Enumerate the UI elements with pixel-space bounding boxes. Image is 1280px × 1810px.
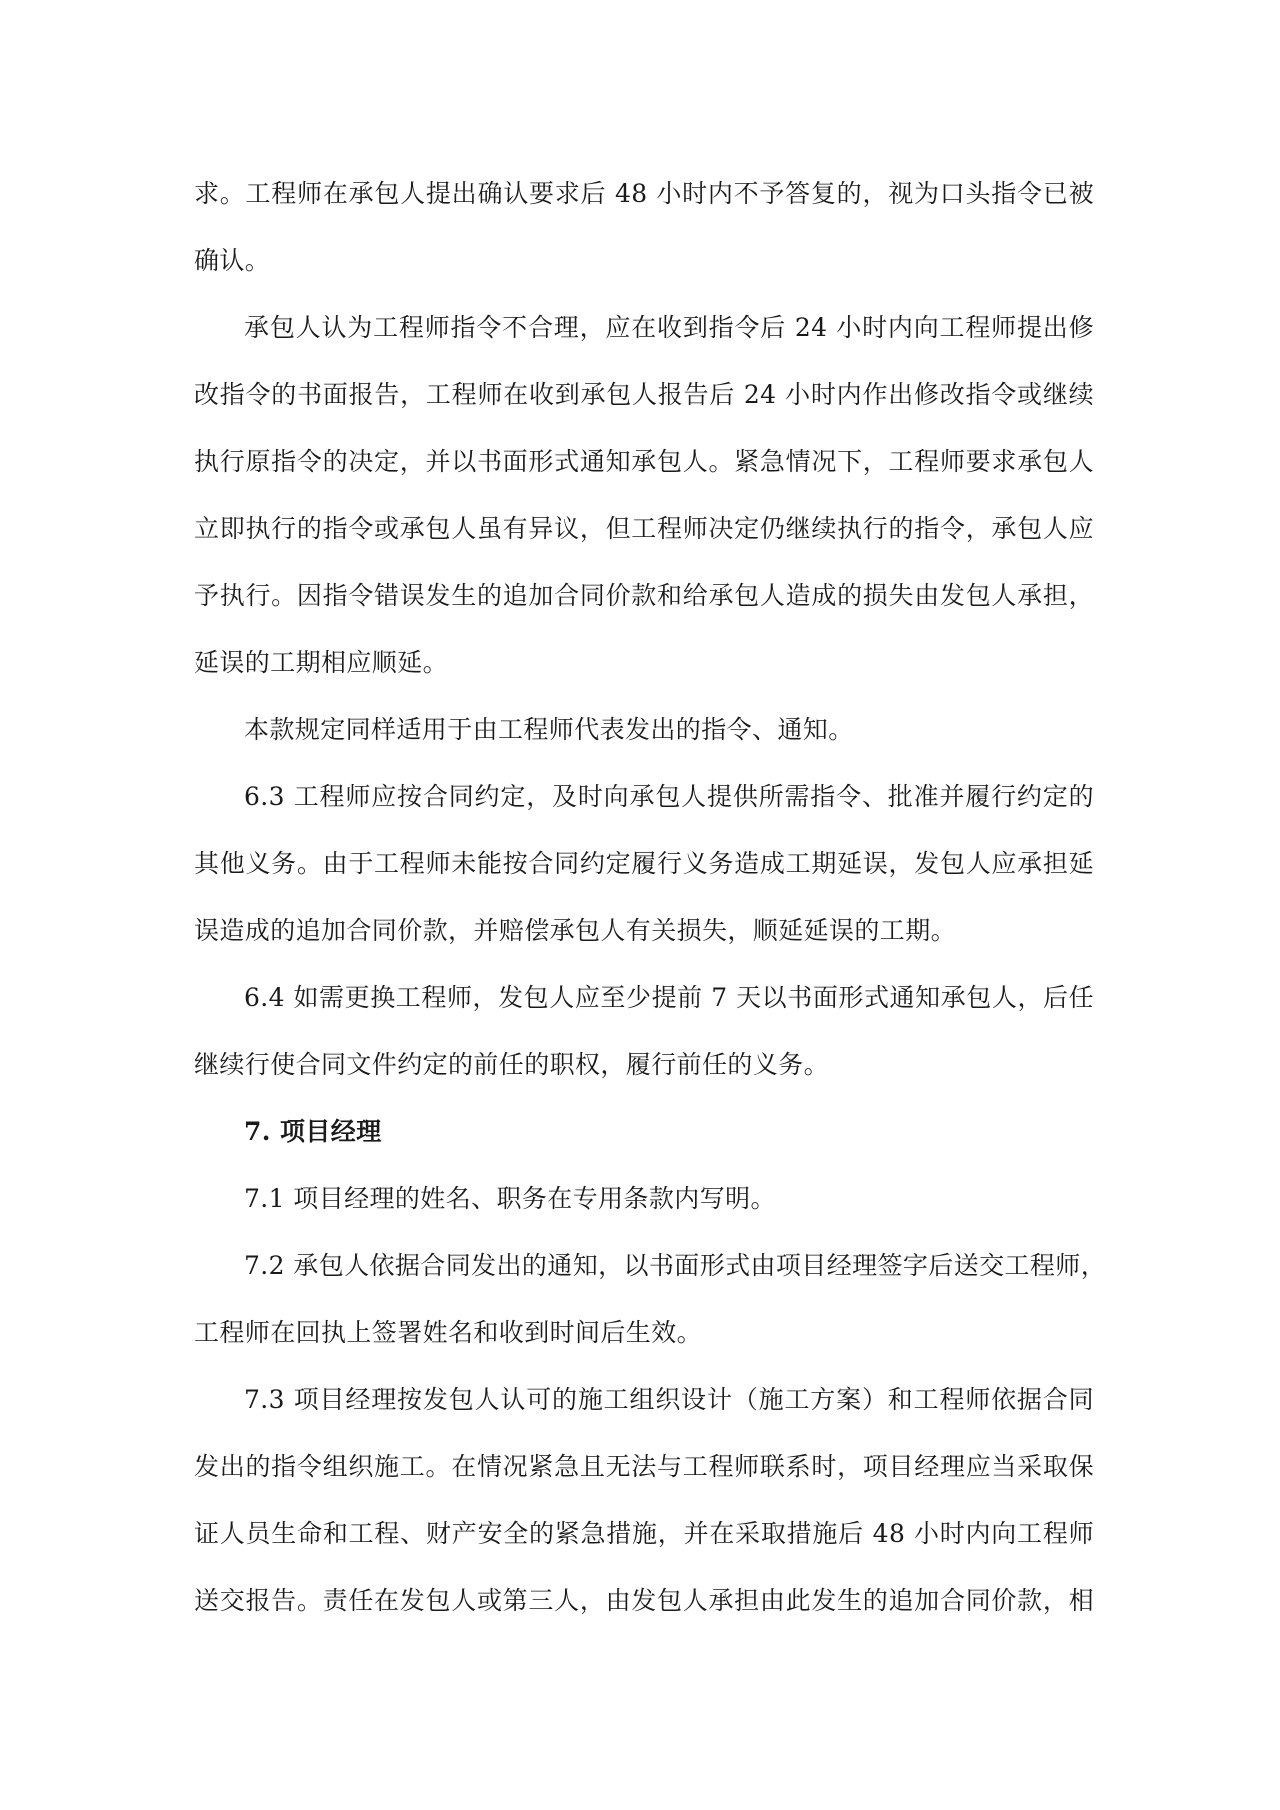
text-line: 确认。 bbox=[194, 246, 271, 275]
clause-6-3 bbox=[194, 763, 1094, 964]
text-line: 其他义务。由于工程师未能按合同约定履行义务造成工期延误，发包人应承担延 bbox=[194, 849, 1094, 878]
text-line: 发出的指令组织施工。在情况紧急且无法与工程师联系时，项目经理应当采取保 bbox=[194, 1452, 1094, 1481]
section-title: 7. 项目经理 bbox=[244, 1117, 382, 1146]
text-line: 7.3 项目经理按发包人认可的施工组织设计（施工方案）和工程师依据合同 bbox=[244, 1385, 1094, 1414]
paragraph-confirmation bbox=[194, 160, 1094, 294]
text-line: 求。工程师在承包人提出确认要求后 48 小时内不予答复的，视为口头指令已被 bbox=[194, 179, 1094, 208]
text-line: 延误的工期相应顺延。 bbox=[194, 648, 449, 677]
text-line: 继续行使合同文件约定的前任的职权，履行前任的义务。 bbox=[194, 1050, 830, 1079]
text-line: 予执行。因指令错误发生的追加合同价款和给承包人造成的损失由发包人承担， bbox=[194, 581, 1094, 610]
paragraph-applicability bbox=[194, 696, 1094, 763]
clause-7-2 bbox=[194, 1232, 1107, 1366]
text-line: 送交报告。责任在发包人或第三人，由发包人承担由此发生的追加合同价款，相 bbox=[194, 1586, 1094, 1615]
text-line: 承包人认为工程师指令不合理，应在收到指令后 24 小时内向工程师提出修 bbox=[244, 313, 1094, 342]
text-line: 7.1 项目经理的姓名、职务在专用条款内写明。 bbox=[244, 1184, 776, 1213]
text-line: 6.4 如需更换工程师，发包人应至少提前 7 天以书面形式通知承包人，后任 bbox=[244, 983, 1094, 1012]
text-line: 工程师在回执上签署姓名和收到时间后生效。 bbox=[194, 1318, 703, 1347]
text-line: 证人员生命和工程、财产安全的紧急措施，并在采取措施后 48 小时内向工程师 bbox=[194, 1519, 1094, 1548]
text-line: 执行原指令的决定，并以书面形式通知承包人。紧急情况下，工程师要求承包人 bbox=[194, 447, 1094, 476]
text-line: 6.3 工程师应按合同约定，及时向承包人提供所需指令、批准并履行约定的 bbox=[244, 782, 1094, 811]
text-line: 本款规定同样适用于由工程师代表发出的指令、通知。 bbox=[244, 715, 854, 744]
text-line: 误造成的追加合同价款，并赔偿承包人有关损失，顺延延误的工期。 bbox=[194, 916, 957, 945]
clause-7-1 bbox=[194, 1165, 1094, 1232]
section-heading-7 bbox=[194, 1098, 1094, 1165]
text-line: 立即执行的指令或承包人虽有异议，但工程师决定仍继续执行的指令，承包人应 bbox=[194, 514, 1094, 543]
clause-6-4 bbox=[194, 964, 1094, 1098]
document-body bbox=[194, 160, 1107, 1634]
paragraph-unreasonable-instruction bbox=[194, 294, 1094, 696]
clause-7-3 bbox=[194, 1366, 1094, 1634]
text-line: 7.2 承包人依据合同发出的通知，以书面形式由项目经理签字后送交工程师， bbox=[244, 1251, 1107, 1280]
text-line: 改指令的书面报告，工程师在收到承包人报告后 24 小时内作出修改指令或继续 bbox=[194, 380, 1094, 409]
